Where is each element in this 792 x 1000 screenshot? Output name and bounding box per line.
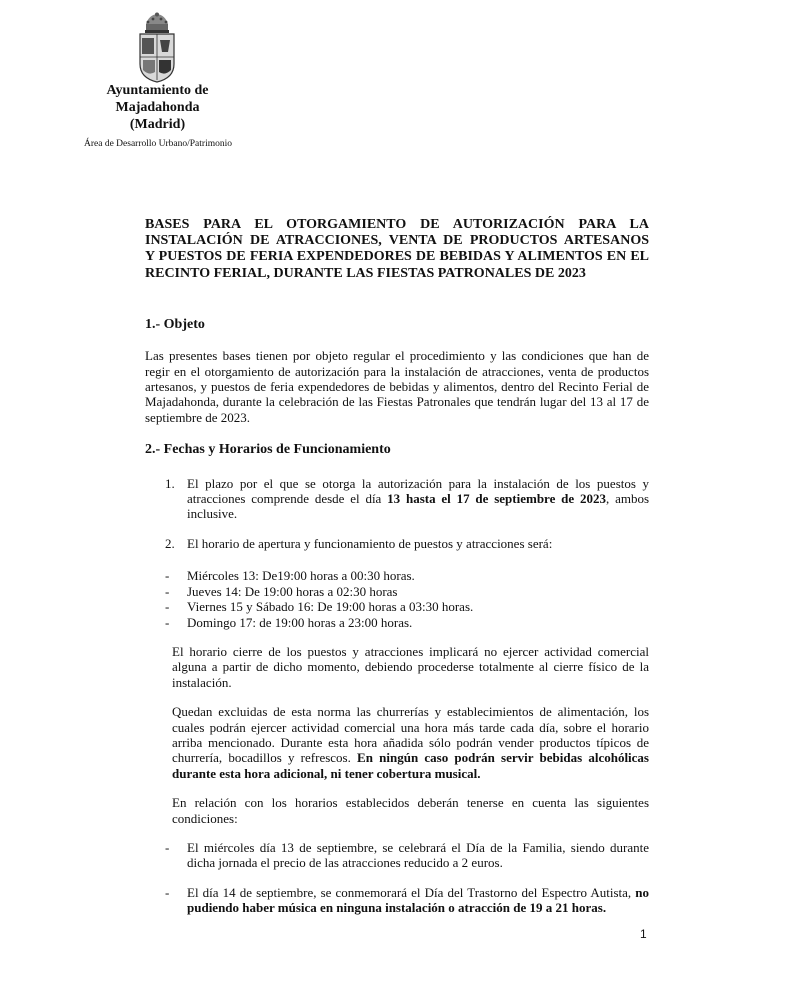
title-line: INSTALACIÓN DE ATRACCIONES, VENTA DE PRODUCTOS ARTESANOS [145,233,649,249]
schedule-item: - Jueves 14: De 19:00 horas a 02:30 horas [165,583,398,599]
title-line: Y PUESTOS DE FERIA EXPENDEDORES DE BEBIDAS Y ALIMENTOS EN EL [145,249,649,265]
indented-block [172,644,649,826]
closing-paragraph: El horario cierre de los puestos y atracciones implicará no ejercer actividad comercial alguna a partir de dicho momento, debiendo procederse totalmente al cierre físico de la instalación. [172,643,649,690]
department-name: Área de Desarrollo Urbano/Patrimonio [84,139,232,149]
list-item: 2. El horario de apertura y funcionamiento de puestos y atracciones será: [165,535,553,551]
item-number: 1. [165,475,175,491]
document-body [145,217,649,916]
conditions-intro: En relación con los horarios establecidos deberán tenerse en cuenta las siguientes condiciones: [172,795,649,826]
section-2-heading: 2.- Fechas y Horarios de Funcionamiento [145,442,391,458]
page-number: 1 [640,927,647,941]
title-line: BASES PARA EL OTORGAMIENTO DE AUTORIZACIÓN PARA LA [145,217,649,232]
org-line-3: (Madrid) [129,117,186,132]
item-number: 2. [165,535,175,551]
condition-item: - El día 14 de septiembre, se conmemorará el Día del Trastorno del Espectro Autista, no pudiendo haber música en ninguna instalación o atracción de 19 a 21 horas. [165,884,649,916]
list-item: 1. El plazo por el que se otorga la autorización para la instalación de los puestos y atracciones comprende desde el día 13 hasta el 17 de septiembre de 2023, ambos inclusive. [165,475,650,522]
schedule-item: - Domingo 17: de 19:00 horas a 23:00 horas. [165,614,413,630]
section-1-paragraph: Las presentes bases tienen por objeto regular el procedimiento y las condiciones que han de regir en el otorgamiento de autorización para la instalación de atracciones, venta de productos artesanos, y puestos de feria expendedores de bebidas y alimentos, dentro del Recinto Ferial de Majadahonda, durante la celebración de las Fiestas Patronales que tendrán lugar del 13 al 17 de septiembre de 2023. [145,348,649,425]
exclusion-paragraph: Quedan excluidas de esta norma las churrerías y establecimientos de alimentación, los cuales podrán ejercer actividad comercial una hora más tarde cada día, sobre el horario arriba mencionado. Durante esta hora añadida sólo podrán vender productos típicos de churrería, bocadillos y refrescos. En ningún caso podrán servir bebidas alcohólicas durante esta hora adicional, ni tener cobertura musical. [172,704,649,781]
org-line-2: Majadahonda [115,100,200,115]
schedule-item: - Miércoles 13: De19:00 horas a 00:30 horas. [165,568,415,584]
schedule-list [145,568,649,630]
organization-name [95,82,220,133]
document-title [145,217,649,282]
coat-of-arms-logo [137,12,177,84]
org-line-1: Ayuntamiento de [106,83,209,98]
date-range-bold: 13 hasta el 17 de septiembre de 2023 [387,491,606,507]
title-line: RECINTO FERIAL, DURANTE LAS FIESTAS PATRONALES DE 2023 [145,265,586,281]
conditions-list [145,840,649,916]
condition-item: - El miércoles día 13 de septiembre, se celebrará el Día de la Familia, siendo durante dicha jornada el precio de las atracciones reducido a 2 euros. [165,839,649,871]
schedule-item: - Viernes 15 y Sábado 16: De 19:00 horas a 03:30 horas. [165,599,474,615]
section-1-heading: 1.- Objeto [145,316,205,332]
numbered-list [145,476,649,552]
